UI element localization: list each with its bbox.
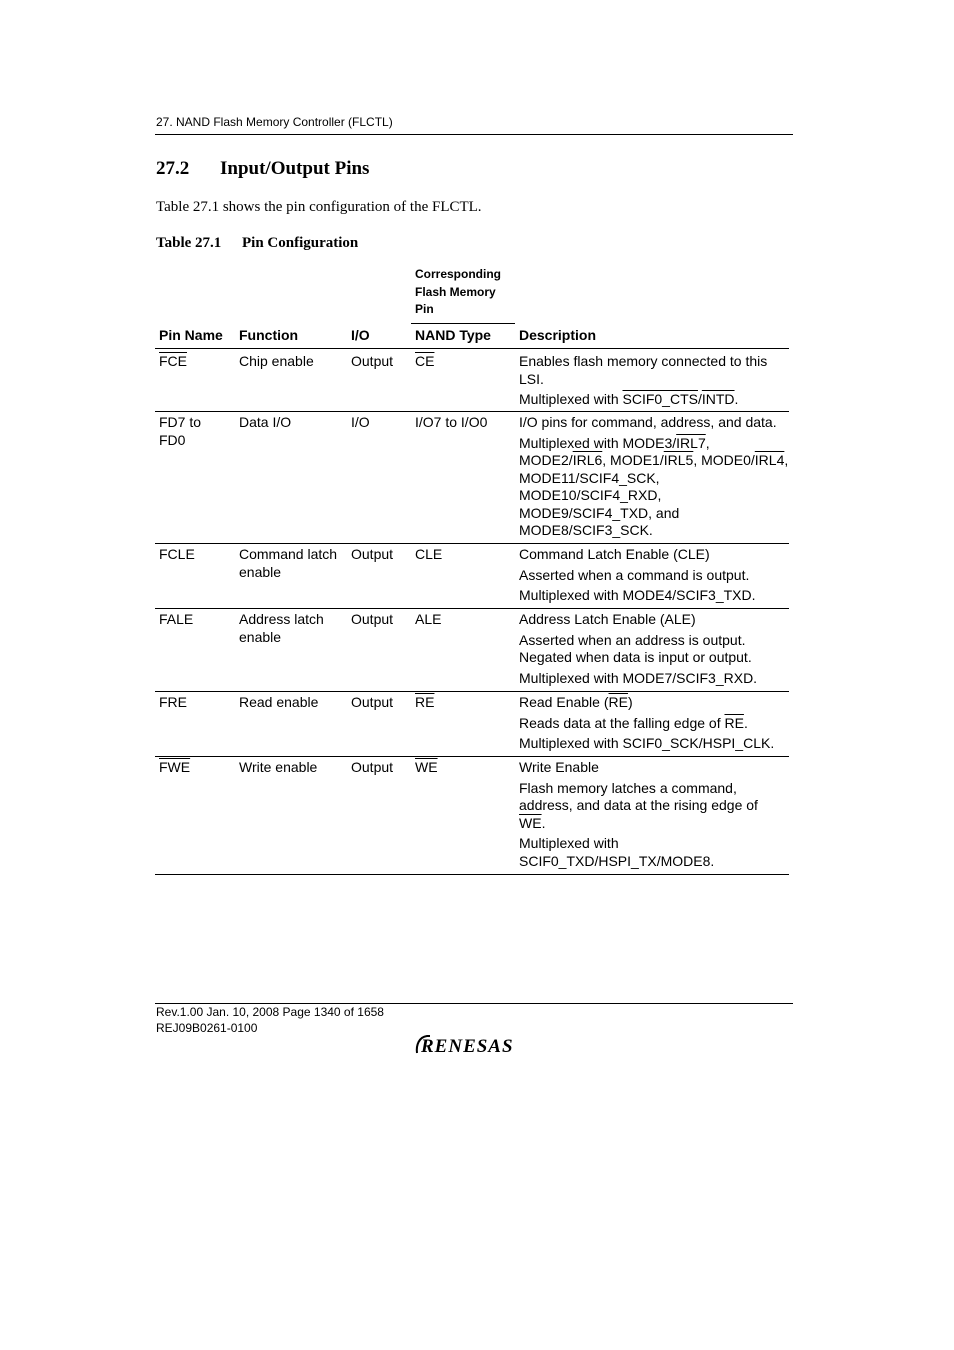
description-text: Write Enable [519, 759, 599, 775]
column-header-io: I/O [351, 327, 370, 343]
nand-type-cell: CLE [415, 546, 443, 562]
description-text: Multiplexed with MODE3/IRL7, MODE2/IRL6, MODE1/IRL5, MODE0/IRL4, MODE11/SCIF4_SCK, MODE10/SCIF4_RXD, MODE9/SCIF4_TXD, and MODE8/SCIF3_SCK. [519, 434, 789, 538]
pin-name-cell: FD7 to FD0 [159, 414, 202, 448]
table-rule [155, 348, 789, 349]
io-cell: Output [351, 611, 394, 627]
nand-type-cell: $\overline{CE}$ [415, 353, 435, 369]
table-caption-number: Table 27.1 [156, 235, 222, 251]
function-cell: Chip enable [239, 353, 314, 369]
io-cell: Output [351, 546, 394, 562]
table-rule [155, 756, 789, 757]
description-cell [519, 611, 789, 690]
description-text: Reads data at the falling edge of $\overline{RE}$. [519, 714, 748, 731]
nand-type-cell: ALE [415, 611, 442, 627]
description-cell [519, 353, 789, 412]
pin-name-cell: FALE [159, 611, 194, 627]
pin-name-cell: $\overline{FCE}$ [159, 353, 187, 369]
header-rule [155, 134, 793, 135]
column-header-function: Function [239, 327, 299, 343]
table-rule [155, 691, 789, 692]
group-header-line: Pin [415, 302, 434, 316]
description-text: Multiplexed with SCIF0_CTS/INTD. [519, 391, 739, 407]
group-header-line: Corresponding [415, 267, 501, 281]
renesas-logo-mark [413, 1031, 535, 1057]
io-cell: I/O [351, 414, 370, 430]
description-cell [519, 759, 781, 873]
footer-revision: Rev.1.00 Jan. 10, 2008 Page 1340 of 1658 [156, 1005, 384, 1019]
function-cell: Data I/O [239, 414, 292, 430]
intro-paragraph: Table 27.1 shows the pin configuration of the FLCTL. [156, 199, 482, 215]
nand-type-cell: $\overline{RE}$ [415, 694, 435, 710]
description-text: Multiplexed with SCIF0_SCK/HSPI_CLK. [519, 735, 775, 751]
description-text: Address Latch Enable (ALE) [519, 611, 696, 627]
section-number: 27.2 [156, 158, 190, 179]
table-rule [155, 874, 789, 875]
svg-text:RENESAS: RENESAS [421, 1036, 514, 1057]
function-cell: Address latch enable [239, 611, 324, 645]
description-text: Asserted when a command is output. [519, 566, 750, 583]
section-heading [156, 158, 369, 180]
footer-document-number: REJ09B0261-0100 [156, 1021, 258, 1035]
column-header-pin-name: Pin Name [159, 327, 223, 343]
description-text: Enables flash memory connected to this LSI. [519, 353, 768, 387]
function-cell: Read enable [239, 694, 319, 710]
group-header [415, 266, 501, 319]
io-cell: Output [351, 353, 394, 369]
function-cell: Command latch enable [239, 546, 338, 580]
description-text: Multiplexed with MODE7/SCIF3_RXD. [519, 669, 758, 686]
io-cell: Output [351, 694, 394, 710]
description-cell [519, 694, 789, 756]
description-cell [519, 414, 789, 543]
table-rule [155, 608, 789, 609]
table-caption-title: Pin Configuration [242, 235, 359, 251]
description-text: Read Enable $(\overline{RE})$ [519, 694, 633, 710]
description-text: Multiplexed with SCIF0_TXD/HSPI_TX/MODE8. [519, 835, 715, 869]
group-header-line: Flash Memory [415, 284, 496, 299]
running-header: 27. NAND Flash Memory Controller (FLCTL) [156, 115, 393, 129]
description-text: Asserted when an address is output. Negated when data is input or output. [519, 631, 752, 665]
pin-name-cell: FRE [159, 694, 187, 710]
group-header-rule [411, 323, 515, 324]
table-rule [155, 411, 789, 412]
column-header-nand-type: NAND Type [415, 327, 491, 343]
description-text: Multiplexed with MODE4/SCIF3_TXD. [519, 587, 756, 603]
io-cell: Output [351, 759, 394, 775]
column-header-description: Description [519, 327, 597, 343]
pin-name-cell: FCLE [159, 546, 195, 562]
section-title: Input/Output Pins [220, 158, 370, 179]
table-caption [156, 235, 358, 252]
nand-type-cell: $\overline{WE}$ [415, 759, 438, 775]
description-text: I/O pins for command, address, and data. [519, 414, 777, 430]
description-cell [519, 546, 789, 608]
function-cell: Write enable [239, 759, 318, 775]
nand-type-cell: I/O7 to I/O0 [415, 414, 488, 430]
description-text: Flash memory latches a command, address, and data at the rising edge of $\overline{WE}$. [519, 779, 758, 831]
footer-rule [155, 1003, 793, 1004]
pin-name-cell: $\overline{FWE}$ [159, 759, 191, 775]
description-text: Command Latch Enable (CLE) [519, 546, 710, 562]
renesas-logo [413, 1031, 535, 1062]
table-rule [155, 543, 789, 544]
